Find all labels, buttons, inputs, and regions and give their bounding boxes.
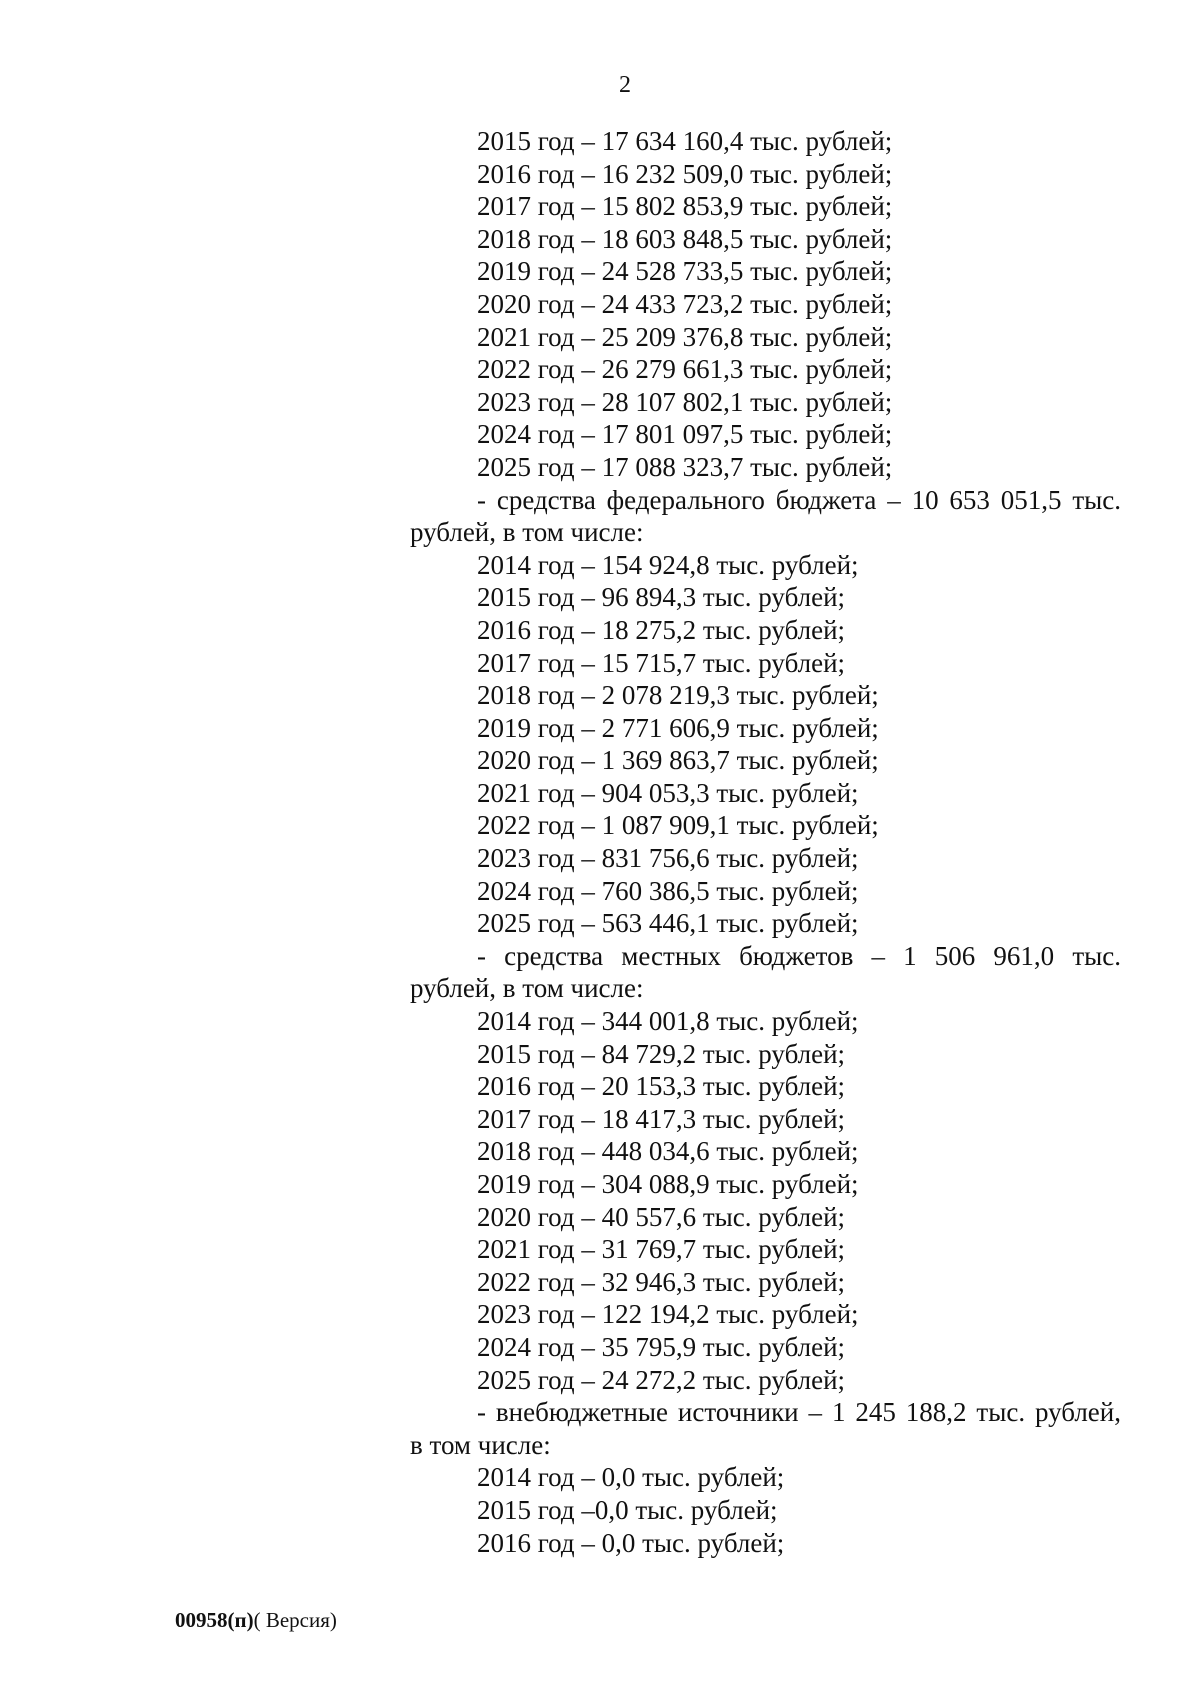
list-item: 2024 год – 35 795,9 тыс. рублей; [477, 1331, 846, 1362]
list-item: 2014 год – 154 924,8 тыс. рублей; [477, 549, 859, 580]
document-body [410, 125, 1121, 1559]
list-item: 2019 год – 2 771 606,9 тыс. рублей; [477, 712, 879, 743]
list-item: 2022 год – 32 946,3 тыс. рублей; [477, 1266, 846, 1297]
list-item: 2017 год – 18 417,3 тыс. рублей; [477, 1103, 846, 1134]
list-item: 2021 год – 31 769,7 тыс. рублей; [477, 1234, 846, 1265]
list-item: 2024 год – 17 801 097,5 тыс. рублей; [477, 419, 893, 450]
list-item: 2023 год – 28 107 802,1 тыс. рублей; [477, 386, 893, 417]
document-code [175, 1608, 337, 1633]
list-item: 2018 год – 2 078 219,3 тыс. рублей; [477, 680, 879, 711]
list-item: 2024 год – 760 386,5 тыс. рублей; [477, 875, 859, 906]
document-code-number: 00958(п) [175, 1608, 254, 1632]
list-item: 2025 год – 17 088 323,7 тыс. рублей; [477, 451, 893, 482]
list-item: 2015 год –0,0 тыс. рублей; [477, 1494, 778, 1525]
list-item: 2016 год – 18 275,2 тыс. рублей; [477, 614, 846, 645]
list-item: 2015 год – 17 634 160,4 тыс. рублей; [477, 126, 893, 156]
list-item: 2025 год – 24 272,2 тыс. рублей; [477, 1364, 846, 1395]
year-list-extrabudget [445, 1461, 1121, 1559]
list-item: 2022 год – 1 087 909,1 тыс. рублей; [477, 810, 879, 841]
list-item: 2021 год – 25 209 376,8 тыс. рублей; [477, 321, 893, 352]
year-list-local [445, 1005, 1121, 1396]
list-item: 2025 год – 563 446,1 тыс. рублей; [477, 908, 859, 939]
local-budget-section [410, 940, 1121, 1005]
list-item: 2015 год – 96 894,3 тыс. рублей; [477, 582, 846, 613]
list-item: 2016 год – 0,0 тыс. рублей; [477, 1527, 785, 1558]
list-item: 2017 год – 15 715,7 тыс. рублей; [477, 647, 846, 678]
list-item: 2022 год – 26 279 661,3 тыс. рублей; [477, 354, 893, 385]
list-item: 2018 год – 448 034,6 тыс. рублей; [477, 1136, 859, 1167]
list-item: 2020 год – 40 557,6 тыс. рублей; [477, 1201, 846, 1232]
federal-budget-heading: - средства федерального бюджета – 10 653 051,5 тыс. [477, 484, 1121, 515]
list-item: 2014 год – 0,0 тыс. рублей; [477, 1462, 785, 1493]
page-number: 2 [619, 72, 631, 98]
list-item: 2016 год – 20 153,3 тыс. рублей; [477, 1071, 846, 1102]
year-list-top [445, 125, 1121, 484]
extrabudget-heading: - внебюджетные источники – 1 245 188,2 тыс. рублей, [477, 1397, 1121, 1428]
list-item: 2016 год – 16 232 509,0 тыс. рублей; [477, 158, 893, 189]
document-code-version: ( Версия) [253, 1608, 337, 1632]
list-item: 2021 год – 904 053,3 тыс. рублей; [477, 777, 859, 808]
federal-budget-section [410, 484, 1121, 549]
list-item: 2023 год – 122 194,2 тыс. рублей; [477, 1299, 859, 1330]
list-item: 2018 год – 18 603 848,5 тыс. рублей; [477, 223, 893, 254]
list-item: 2019 год – 24 528 733,5 тыс. рублей; [477, 256, 893, 287]
year-list-federal [445, 549, 1121, 940]
list-item: 2015 год – 84 729,2 тыс. рублей; [477, 1038, 846, 1069]
local-budget-heading-cont: рублей, в том числе: [410, 973, 644, 1004]
extrabudget-section [410, 1396, 1121, 1461]
list-item: 2020 год – 24 433 723,2 тыс. рублей; [477, 288, 893, 319]
federal-budget-heading-cont: рублей, в том числе: [410, 517, 644, 548]
list-item: 2017 год – 15 802 853,9 тыс. рублей; [477, 191, 893, 222]
local-budget-heading: - средства местных бюджетов – 1 506 961,0 тыс. [477, 940, 1121, 971]
list-item: 2020 год – 1 369 863,7 тыс. рублей; [477, 745, 879, 776]
list-item: 2023 год – 831 756,6 тыс. рублей; [477, 843, 859, 874]
list-item: 2019 год – 304 088,9 тыс. рублей; [477, 1169, 859, 1199]
list-item: 2014 год – 344 001,8 тыс. рублей; [477, 1006, 859, 1037]
extrabudget-heading-cont: в том числе: [410, 1429, 551, 1460]
